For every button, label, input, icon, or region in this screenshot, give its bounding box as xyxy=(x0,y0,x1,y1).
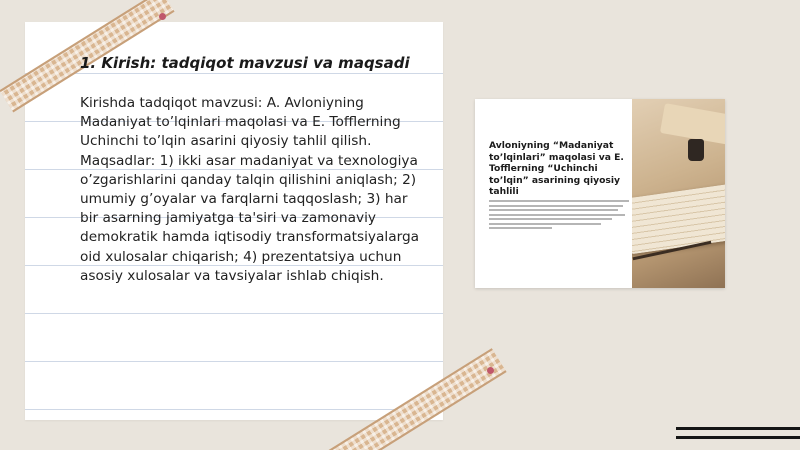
document-text-line xyxy=(489,209,618,211)
open-book-icon xyxy=(632,184,725,255)
document-text-line xyxy=(489,205,623,207)
divider xyxy=(676,427,800,430)
document-text-line xyxy=(489,227,552,229)
document-text-line xyxy=(489,218,612,220)
document-text-block xyxy=(489,140,629,229)
document-body-lines xyxy=(489,200,629,229)
document-text-line xyxy=(489,214,625,216)
document-title: Avloniyning “Madaniyat to’lqinlari” maqolasi va E. Tofflerning “Uchinchi to’lqin” asarining qiyosiy tahlili xyxy=(489,140,624,197)
divider xyxy=(676,436,800,439)
slide-body-text: Kirishda tadqiqot mavzusi: A. Avloniyning Madaniyat to’lqinlari maqolasi va E. Tofflerning Uchinchi to’lqin asarini qiyosiy tahlil qilish. Maqsadlar: 1) ikki asar madaniyat va texnologiya o’zgarishlarini qanday talqin qilishini aniqlash; 2) umumiy g’oyalar va farqlarni taqqoslash; 3) har bir asarning jamiyatga ta'siri va zamonaviy demokratik hamda iqtisodiy transformatsiyalarga oid xulosalar chiqarish; 4) prezentatsiya uchun asosiy xulosalar va tavsiyalar ishlab chiqish. xyxy=(80,95,420,284)
pin-icon xyxy=(159,13,166,20)
document-text-line xyxy=(489,223,601,225)
pin-icon xyxy=(487,367,494,374)
document-text-line xyxy=(489,200,629,202)
slide-heading: 1. Kirish: tadqiqot mavzusi va maqsadi xyxy=(80,54,410,72)
document-thumbnail xyxy=(475,99,725,288)
inkwell-icon xyxy=(688,139,704,161)
decorative-lines xyxy=(676,427,800,439)
books-and-inkwell-photo xyxy=(632,99,725,288)
